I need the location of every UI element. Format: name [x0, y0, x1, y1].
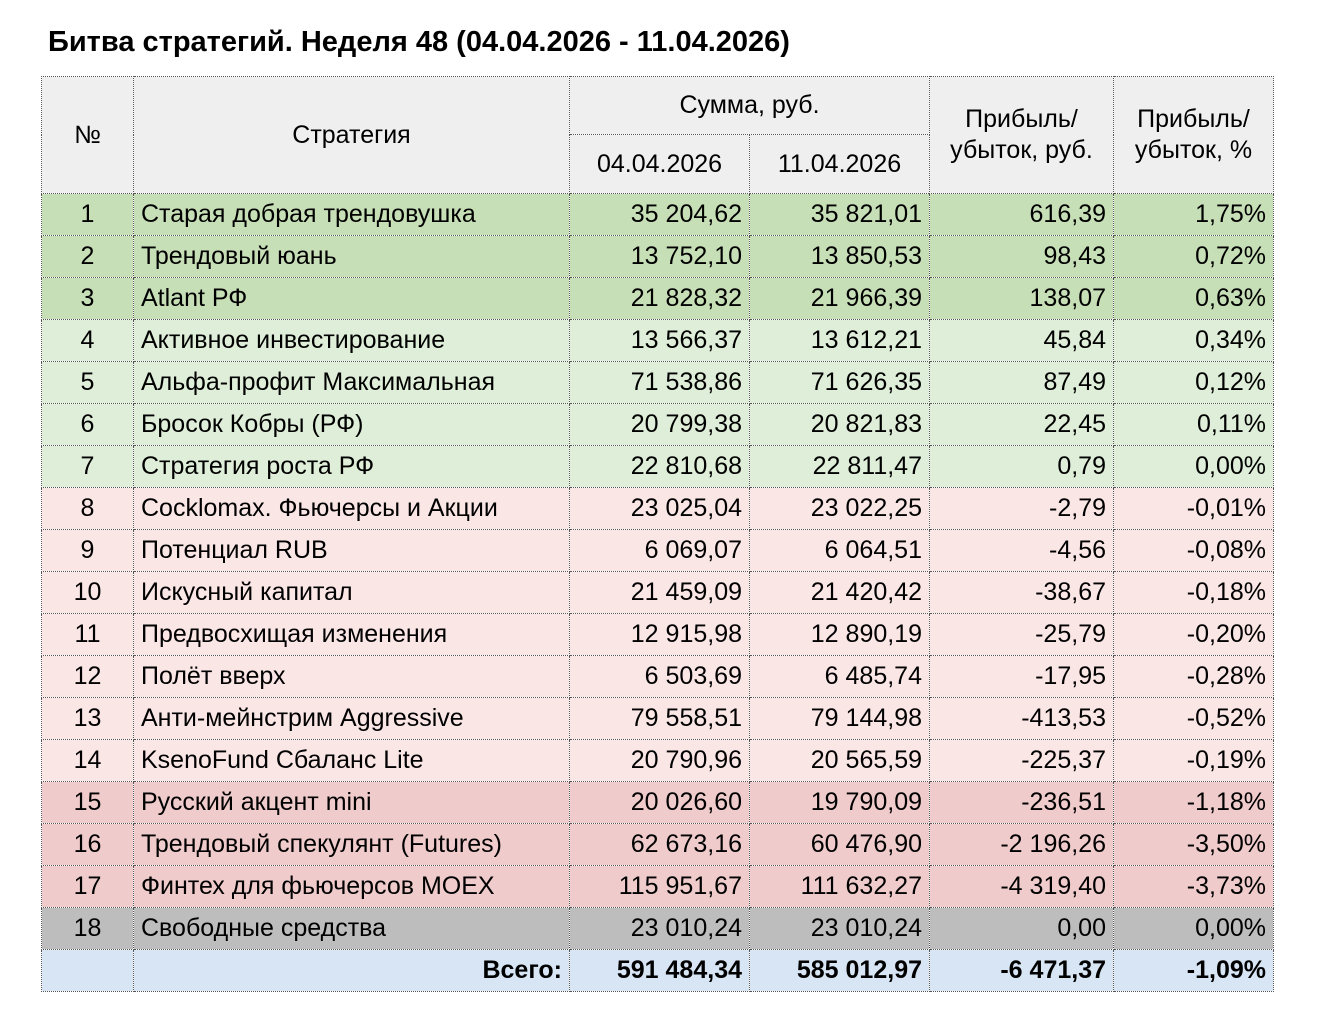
row-num-cell: 16: [42, 824, 134, 866]
row-num-cell: 3: [42, 278, 134, 320]
table-row: [42, 614, 1274, 656]
strategy-name-cell: Cocklomax. Фьючерсы и Акции: [134, 488, 570, 530]
profit-rub-cell: -236,51: [930, 782, 1114, 824]
strategy-name-cell: Альфа-профит Максимальная: [134, 362, 570, 404]
header-row-top: [42, 77, 1274, 135]
sum-start-cell: 21 459,09: [570, 572, 750, 614]
profit-rub-cell: 87,49: [930, 362, 1114, 404]
table-row: [42, 236, 1274, 278]
row-num-cell: 17: [42, 866, 134, 908]
row-num-cell: 7: [42, 446, 134, 488]
profit-pct-cell: -0,18%: [1114, 572, 1274, 614]
sum-end-cell: 79 144,98: [750, 698, 930, 740]
sum-end-cell: 71 626,35: [750, 362, 930, 404]
profit-pct-cell: -3,50%: [1114, 824, 1274, 866]
profit-pct-cell: -0,20%: [1114, 614, 1274, 656]
sum-end-cell: 21 420,42: [750, 572, 930, 614]
row-num-cell: 1: [42, 194, 134, 236]
sum-end-cell: 21 966,39: [750, 278, 930, 320]
sum-start-cell: 6 503,69: [570, 656, 750, 698]
strategy-name-cell: Старая добрая трендовушка: [134, 194, 570, 236]
profit-rub-cell: 45,84: [930, 320, 1114, 362]
table-row: [42, 446, 1274, 488]
row-num-cell: 6: [42, 404, 134, 446]
strategy-name-cell: Потенциал RUB: [134, 530, 570, 572]
sum-end-cell: 13 850,53: [750, 236, 930, 278]
profit-pct-cell: 0,00%: [1114, 908, 1274, 950]
profit-pct-cell: -0,19%: [1114, 740, 1274, 782]
profit-rub-cell: 22,45: [930, 404, 1114, 446]
profit-pct-cell: 1,75%: [1114, 194, 1274, 236]
total-sum-end: 585 012,97: [750, 950, 930, 992]
strategy-name-cell: Стратегия роста РФ: [134, 446, 570, 488]
profit-pct-cell: 0,34%: [1114, 320, 1274, 362]
table-row: [42, 740, 1274, 782]
strategy-name-cell: Финтех для фьючерсов MOEX: [134, 866, 570, 908]
header-sum: Сумма, руб.: [570, 77, 930, 135]
header-date-start: 04.04.2026: [570, 135, 750, 194]
table-body: [42, 194, 1274, 950]
strategy-name-cell: Atlant РФ: [134, 278, 570, 320]
sum-end-cell: 35 821,01: [750, 194, 930, 236]
sum-start-cell: 115 951,67: [570, 866, 750, 908]
table-row: [42, 362, 1274, 404]
sum-end-cell: 111 632,27: [750, 866, 930, 908]
header-profit-rub-line2: убыток, руб.: [950, 136, 1093, 164]
row-num-cell: 18: [42, 908, 134, 950]
profit-rub-cell: -25,79: [930, 614, 1114, 656]
sum-end-cell: 13 612,21: [750, 320, 930, 362]
header-profit-pct-line2: убыток, %: [1134, 136, 1253, 164]
profit-pct-cell: 0,11%: [1114, 404, 1274, 446]
header-profit-pct-line1: Прибыль/: [1137, 105, 1250, 133]
profit-rub-cell: 138,07: [930, 278, 1114, 320]
sum-start-cell: 23 010,24: [570, 908, 750, 950]
profit-rub-cell: -2 196,26: [930, 824, 1114, 866]
sum-end-cell: 20 565,59: [750, 740, 930, 782]
total-num-cell: [42, 950, 134, 992]
sum-end-cell: 12 890,19: [750, 614, 930, 656]
row-num-cell: 15: [42, 782, 134, 824]
sum-end-cell: 19 790,09: [750, 782, 930, 824]
row-num-cell: 9: [42, 530, 134, 572]
profit-pct-cell: 0,72%: [1114, 236, 1274, 278]
table-row: [42, 866, 1274, 908]
table-row: [42, 320, 1274, 362]
header-profit-rub: [930, 77, 1114, 194]
row-num-cell: 14: [42, 740, 134, 782]
table-row: [42, 278, 1274, 320]
sum-start-cell: 20 799,38: [570, 404, 750, 446]
sum-end-cell: 60 476,90: [750, 824, 930, 866]
strategy-name-cell: Русский акцент mini: [134, 782, 570, 824]
profit-pct-cell: -0,08%: [1114, 530, 1274, 572]
sum-start-cell: 79 558,51: [570, 698, 750, 740]
profit-pct-cell: -0,01%: [1114, 488, 1274, 530]
table-row: [42, 488, 1274, 530]
header-num: №: [42, 77, 134, 194]
sum-start-cell: 21 828,32: [570, 278, 750, 320]
sum-start-cell: 35 204,62: [570, 194, 750, 236]
strategy-name-cell: Трендовый спекулянт (Futures): [134, 824, 570, 866]
page-title: Битва стратегий. Неделя 48 (04.04.2026 - 11.04.2026): [48, 26, 790, 58]
sum-start-cell: 13 566,37: [570, 320, 750, 362]
profit-rub-cell: 0,00: [930, 908, 1114, 950]
sum-start-cell: 12 915,98: [570, 614, 750, 656]
table-row: [42, 656, 1274, 698]
header-date-end: 11.04.2026: [750, 135, 930, 194]
strategy-name-cell: KsenoFund Сбаланс Lite: [134, 740, 570, 782]
row-num-cell: 5: [42, 362, 134, 404]
sum-end-cell: 22 811,47: [750, 446, 930, 488]
header-profit-pct: [1114, 77, 1274, 194]
table-row: [42, 194, 1274, 236]
row-num-cell: 13: [42, 698, 134, 740]
profit-rub-cell: -225,37: [930, 740, 1114, 782]
profit-rub-cell: -38,67: [930, 572, 1114, 614]
profit-rub-cell: -2,79: [930, 488, 1114, 530]
sum-start-cell: 20 790,96: [570, 740, 750, 782]
sum-start-cell: 62 673,16: [570, 824, 750, 866]
table-row: [42, 824, 1274, 866]
profit-rub-cell: -413,53: [930, 698, 1114, 740]
table-row: [42, 404, 1274, 446]
total-label: Всего:: [134, 950, 570, 992]
profit-rub-cell: -4,56: [930, 530, 1114, 572]
profit-pct-cell: -0,28%: [1114, 656, 1274, 698]
strategy-name-cell: Искусный капитал: [134, 572, 570, 614]
strategy-name-cell: Бросок Кобры (РФ): [134, 404, 570, 446]
total-sum-start: 591 484,34: [570, 950, 750, 992]
sum-end-cell: 23 022,25: [750, 488, 930, 530]
header-profit-rub-line1: Прибыль/: [965, 105, 1078, 133]
sum-end-cell: 6 485,74: [750, 656, 930, 698]
strategy-name-cell: Активное инвестирование: [134, 320, 570, 362]
row-num-cell: 12: [42, 656, 134, 698]
table-row: [42, 530, 1274, 572]
strategy-name-cell: Свободные средства: [134, 908, 570, 950]
profit-pct-cell: 0,00%: [1114, 446, 1274, 488]
total-row: [42, 950, 1274, 992]
sum-start-cell: 22 810,68: [570, 446, 750, 488]
strategy-name-cell: Трендовый юань: [134, 236, 570, 278]
sum-start-cell: 6 069,07: [570, 530, 750, 572]
sum-start-cell: 13 752,10: [570, 236, 750, 278]
total-profit-rub: -6 471,37: [930, 950, 1114, 992]
sum-end-cell: 20 821,83: [750, 404, 930, 446]
table-row: [42, 698, 1274, 740]
table-row: [42, 572, 1274, 614]
strategy-name-cell: Предвосхищая изменения: [134, 614, 570, 656]
profit-rub-cell: -4 319,40: [930, 866, 1114, 908]
profit-rub-cell: 98,43: [930, 236, 1114, 278]
sum-start-cell: 23 025,04: [570, 488, 750, 530]
strategy-name-cell: Анти-мейнстрим Aggressive: [134, 698, 570, 740]
row-num-cell: 2: [42, 236, 134, 278]
strategy-name-cell: Полёт вверх: [134, 656, 570, 698]
profit-rub-cell: -17,95: [930, 656, 1114, 698]
row-num-cell: 4: [42, 320, 134, 362]
profit-pct-cell: -1,18%: [1114, 782, 1274, 824]
sum-end-cell: 6 064,51: [750, 530, 930, 572]
sum-start-cell: 71 538,86: [570, 362, 750, 404]
profit-rub-cell: 616,39: [930, 194, 1114, 236]
row-num-cell: 11: [42, 614, 134, 656]
table-row: [42, 908, 1274, 950]
table-row: [42, 782, 1274, 824]
row-num-cell: 8: [42, 488, 134, 530]
total-profit-pct: -1,09%: [1114, 950, 1274, 992]
profit-pct-cell: -3,73%: [1114, 866, 1274, 908]
profit-pct-cell: 0,12%: [1114, 362, 1274, 404]
profit-pct-cell: -0,52%: [1114, 698, 1274, 740]
strategies-table: [41, 76, 1274, 992]
sum-end-cell: 23 010,24: [750, 908, 930, 950]
row-num-cell: 10: [42, 572, 134, 614]
header-strategy: Стратегия: [134, 77, 570, 194]
profit-rub-cell: 0,79: [930, 446, 1114, 488]
profit-pct-cell: 0,63%: [1114, 278, 1274, 320]
sum-start-cell: 20 026,60: [570, 782, 750, 824]
